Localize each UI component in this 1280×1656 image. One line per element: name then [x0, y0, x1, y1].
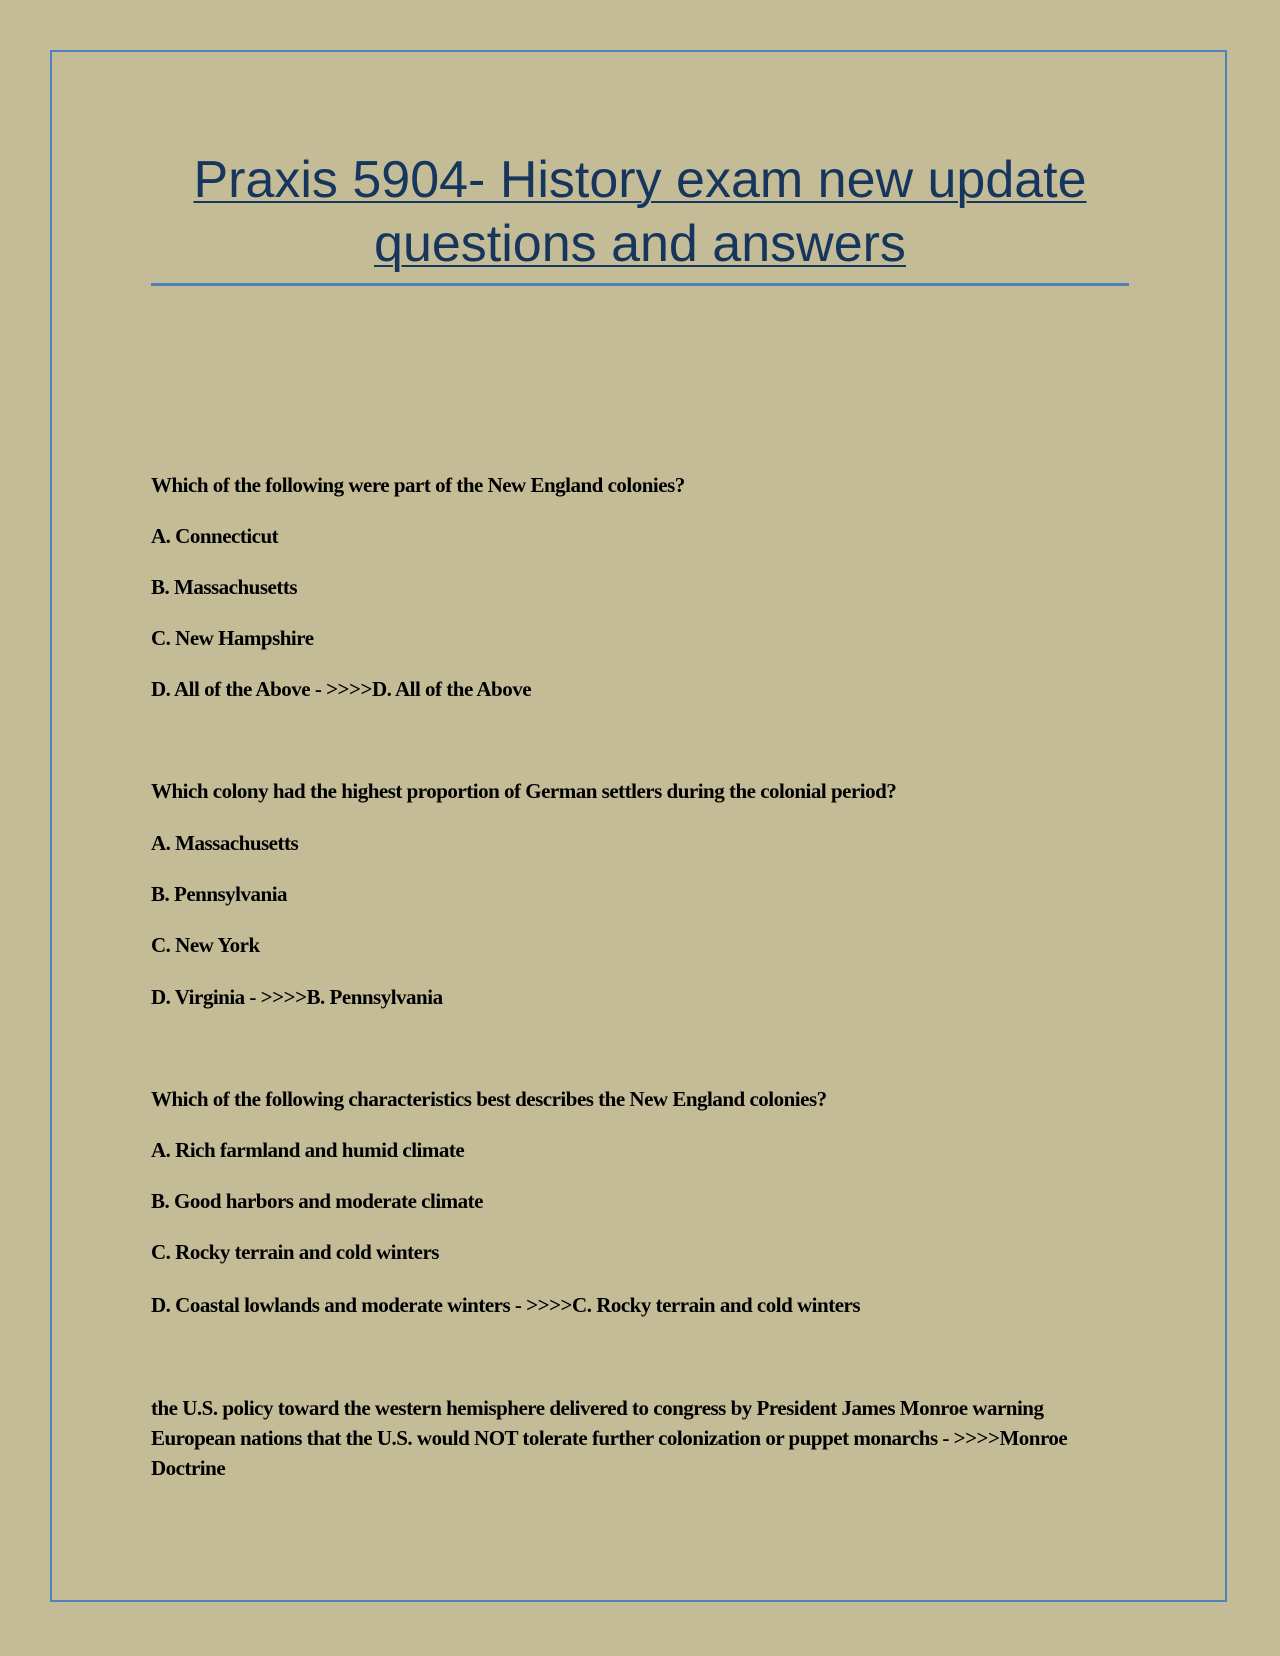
- question-2: Which colony had the highest proportion of German settlers during the colonial period?: [151, 779, 897, 803]
- question-2-option-c: C. New York: [151, 933, 260, 957]
- question-3-option-a: A. Rich farmland and humid climate: [151, 1138, 465, 1162]
- question-3-option-b: B. Good harbors and moderate climate: [151, 1189, 483, 1213]
- question-3: Which of the following characteristics best describes the New England colonies?: [151, 1087, 827, 1111]
- definition-paragraph: the U.S. policy toward the western hemisphere delivered to congress by President James Monroe warning European nations that the U.S. would NOT tolerate further colonization or puppet monarchs - >>>>Monroe Doctrine: [151, 1396, 1068, 1480]
- title-divider: [151, 283, 1129, 286]
- question-1-option-b: B. Massachusetts: [151, 575, 298, 599]
- question-1-option-a: A. Connecticut: [151, 524, 279, 548]
- document-title: Praxis 5904- History exam new update questions and answers: [193, 151, 1087, 273]
- question-3-option-d-answer: D. Coastal lowlands and moderate winters - >>>>C. Rocky terrain and cold winters: [151, 1293, 861, 1317]
- question-1: Which of the following were part of the New England colonies?: [151, 473, 685, 497]
- question-2-option-d-answer: D. Virginia - >>>>B. Pennsylvania: [151, 985, 443, 1009]
- question-2-option-b: B. Pennsylvania: [151, 882, 288, 906]
- question-1-option-d-answer: D. All of the Above - >>>>D. All of the Above: [151, 677, 532, 701]
- question-3-option-c: C. Rocky terrain and cold winters: [151, 1240, 439, 1264]
- question-2-option-a: A. Massachusetts: [151, 831, 299, 855]
- question-1-option-c: C. New Hampshire: [151, 626, 314, 650]
